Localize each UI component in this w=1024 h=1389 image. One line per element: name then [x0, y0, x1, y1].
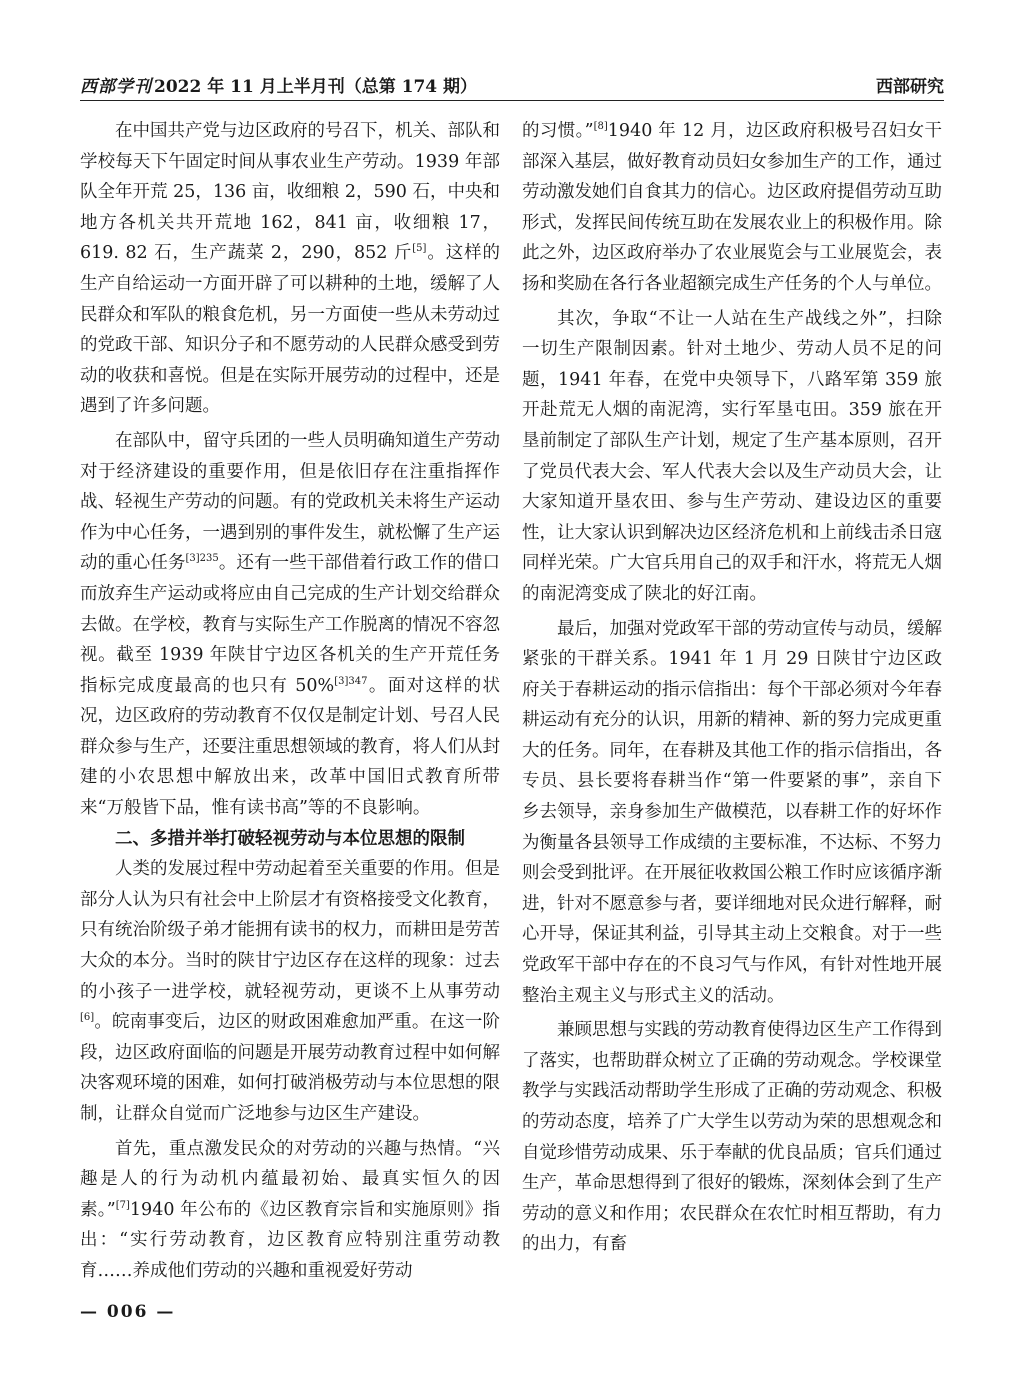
citation-ref: [7] [115, 1199, 130, 1211]
running-header [80, 68, 944, 101]
page-number: — 006 — [80, 1302, 176, 1322]
body-paragraph [80, 854, 500, 1129]
text-run: 。这样的生产自给运动一方面开辟了可以耕种的土地，缓解了人民群众和军队的粮食危机，另一方面使一些从未劳动过的党政干部、知识分子和不愿劳动的人民群众感受到劳动的收获和喜悦。但是在实际开展劳动的过程中，还是遇到了许多问题。 [80, 243, 501, 417]
text-run: 在中国共产党与边区政府的号召下，机关、部队和学校每天下午固定时间从事农业生产劳动。1939 年部队全年开荒 25，136 亩，收细粮 2，590 石，中央和地方各机关共开荒地 162，841 亩，收细粮 17，619. 82 石，生产蔬菜 2，290，852 斤 [80, 121, 500, 264]
body-paragraph [80, 426, 500, 824]
body-paragraph [522, 304, 942, 610]
text-run: 二、多措并举打破轻视劳动与本位思想的限制 [115, 828, 465, 849]
issue-info: 2022 年 11 月上半月刊（总第 174 期） [154, 77, 478, 97]
section-heading [80, 824, 500, 855]
citation-ref: [3]235 [185, 553, 219, 565]
body-paragraph [522, 1015, 942, 1260]
section-name: 西部研究 [876, 77, 944, 97]
citation-ref: [6] [80, 1012, 95, 1024]
body-paragraph [522, 116, 942, 300]
text-run: 。皖南事变后，边区的财政困难愈加严重。在这一阶段，边区政府面临的问题是开展劳动教育过程中如何解决客观环境的困难，如何打破消极劳动与本位思想的限制，让群众自觉而广泛地参与边区生产建设。 [80, 1012, 500, 1124]
left-text-column [80, 116, 500, 1287]
journal-masthead [80, 72, 477, 97]
citation-ref: [3]347 [334, 675, 368, 687]
text-run: 1940 年 12 月，边区政府积极号召妇女干部深入基层，做好教育动员妇女参加生产的工作，通过劳动激发她们自食其力的信心。边区政府提倡劳动互助形式，发挥民间传统互助在发展农业上的积极作用。除此之外，边区政府举办了农业展览会与工业展览会，表扬和奖励在各行各业超额完成生产任务的个人与单位。 [522, 121, 942, 294]
text-run: 兼顾思想与实践的劳动教育使得边区生产工作得到了落实，也帮助群众树立了正确的劳动观念。学校课堂教学与实践活动帮助学生形成了正确的劳动观念、积极的劳动态度，培养了广大学生以劳动为荣的思想观念和自觉珍惜劳动成果、乐于奉献的优良品质；官兵们通过生产，革命思想得到了很好的锻炼，深刻体会到了生产劳动的意义和作用；农民群众在农忙时相互帮助，有力的出力，有畜 [522, 1020, 942, 1255]
text-run: 人类的发展过程中劳动起着至关重要的作用。但是部分人认为只有社会中上阶层才有资格接受文化教育，只有统治阶级子弟才能拥有读书的权力，而耕田是劳苦大众的本分。当时的陕甘宁边区存在这样的现象：过去的小孩子一进学校，就轻视劳动，更谈不上从事劳动 [80, 859, 500, 1002]
right-text-column [522, 116, 942, 1260]
text-run: 其次，争取“不让一人站在生产战线之外”，扫除一切生产限制因素。针对土地少、劳动人员不足的问题，1941 年春，在党中央领导下，八路军第 359 旅开赴荒无人烟的南泥湾，实行军垦屯田。359 旅在开垦前制定了部队生产计划，规定了生产基本原则，召开了党员代表大会、军人代表大会以及生产动员大会，让大家知道开垦农田、参与生产劳动、建设边区的重要性，让大家认识到解决边区经济危机和上前线击杀日寇同样光荣。广大官兵用自己的双手和汗水，将荒无人烟的南泥湾变成了陕北的好江南。 [522, 308, 942, 604]
citation-ref: [8] [593, 121, 608, 133]
text-run: 首先，重点激发民众的对劳动的兴趣与热情。“兴趣是人的行为动机内蕴最初始、最真实恒久的因素。” [80, 1138, 500, 1220]
text-run: 1940 年公布的《边区教育宗旨和实施原则》指出：“实行劳动教育，边区教育应特别注重劳动教育……养成他们劳动的兴趣和重视爱好劳动 [80, 1199, 500, 1281]
text-run: 。还有一些干部借着行政工作的借口而放弃生产运动或将应由自己完成的生产计划交给群众去做。在学校，教育与实际生产工作脱离的情况不容忽视。截至 1939 年陕甘宁边区各机关的生产开荒任务指标完成度最高的也只有 50% [80, 553, 501, 696]
text-run: 最后，加强对党政军干部的劳动宣传与动员，缓解紧张的干群关系。1941 年 1 月 29 日陕甘宁边区政府关于春耕运动的指示信指出：每个干部必须对今年春耕运动有充分的认识，用新的精神、新的努力完成更重大的任务。同年，在春耕及其他工作的指示信指出，各专员、县长要将春耕当作“第一件要紧的事”，亲自下乡去领导，亲身参加生产做模范，以春耕工作的好坏作为衡量各县领导工作成绩的主要标准，不达标、不努力则会受到批评。在开展征收救国公粮工作时应该循序渐进，针对不愿意参与者，要详细地对民众进行解释，耐心开导，保证其利益，引导其主动上交粮食。对于一些党政军干部中存在的不良习气与作风，有针对性地开展整治主观主义与形式主义的活动。 [522, 618, 942, 1006]
citation-ref: [5] [412, 243, 427, 255]
body-paragraph [522, 614, 942, 1012]
journal-logo: 西部学刊 [80, 77, 152, 97]
body-paragraph [80, 116, 500, 422]
text-run: 在部队中，留守兵团的一些人员明确知道生产劳动对于经济建设的重要作用，但是依旧存在注重指挥作战、轻视生产劳动的问题。有的党政机关未将生产运动作为中心任务，一遇到别的事件发生，就松懈了生产运动的重心任务 [80, 430, 500, 574]
text-run: 。面对这样的状况，边区政府的劳动教育不仅仅是制定计划、号召人民群众参与生产，还要注重思想领域的教育，将人们从封建的小农思想中解放出来，改革中国旧式教育所带来“万般皆下品，惟有读书高”等的不良影响。 [80, 675, 500, 819]
body-paragraph [80, 1134, 500, 1287]
text-run: 的习惯。” [522, 121, 594, 141]
